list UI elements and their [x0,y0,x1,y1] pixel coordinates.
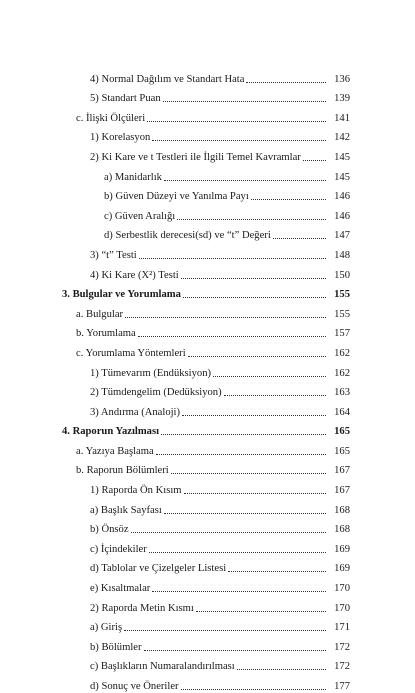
toc-entry [0,634,415,654]
dot-leader [213,376,326,377]
toc-entry [0,164,415,184]
dot-leader [228,571,326,572]
dot-leader [124,630,326,631]
table-of-contents [0,66,415,693]
toc-entry [0,654,415,674]
toc-entry [0,66,415,86]
toc-entry-page: 177 [334,681,350,692]
toc-entry [0,360,415,380]
dot-leader [181,689,326,690]
toc-entry-label: 1) Tümevarım (Endüksiyon) [90,367,212,379]
toc-entry [0,438,415,458]
toc-entry-page: 165 [334,426,350,438]
toc-entry [0,399,415,419]
toc-entry-label: d) Tablolar ve Çizelgeler Listesi [90,563,227,575]
dot-leader [163,101,326,102]
toc-entry [0,203,415,223]
dot-leader [224,395,326,396]
toc-entry-page: 155 [334,289,350,301]
dot-leader [125,317,326,318]
toc-entry-label: a. Yazıya Başlama [76,445,154,457]
toc-entry [0,105,415,125]
toc-entry-page: 167 [334,485,350,497]
dot-leader [156,454,326,455]
toc-entry [0,301,415,321]
dot-leader [246,82,326,83]
dot-leader [273,238,326,239]
toc-entry-page: 136 [334,73,350,85]
toc-entry [0,242,415,262]
toc-entry-label: c. İlişki Ölçüleri [76,112,146,124]
toc-entry-page: 163 [334,387,350,399]
dot-leader [177,219,326,220]
toc-entry-label: 5) Standart Puan [90,93,161,105]
toc-entry-label: 2) Raporda Metin Kısmı [90,602,194,614]
dot-leader [152,591,326,592]
dot-leader [161,434,326,435]
toc-entry-page: 145 [334,171,350,183]
toc-entry-page: 162 [334,347,350,359]
toc-entry [0,282,415,302]
toc-entry-page: 162 [334,367,350,379]
toc-entry-label: b. Raporun Bölümleri [76,465,169,477]
toc-entry-page: 148 [334,249,350,261]
toc-entry-label: c) İçindekiler [90,543,147,555]
toc-entry [0,458,415,478]
toc-entry-page: 170 [334,602,350,614]
toc-entry-page: 157 [334,328,350,340]
toc-entry-page: 164 [334,406,350,418]
toc-entry [0,497,415,517]
toc-entry-label: a. Bulgular [76,308,124,320]
dot-leader [138,336,326,337]
toc-entry-label: c) Başlıkların Numaralandırılması [90,661,235,673]
dot-leader [147,121,326,122]
toc-entry-page: 146 [334,191,350,203]
dot-leader [183,297,326,298]
toc-entry-label: 4. Raporun Yazılması [62,426,160,438]
toc-entry-label: b) Bölümler [90,641,142,653]
toc-entry-page: 145 [334,151,350,163]
dot-leader [164,513,326,514]
dot-leader [188,356,326,357]
toc-entry-label: b. Yorumlama [76,328,136,340]
toc-entry-label: b) Önsöz [90,524,129,536]
toc-entry [0,262,415,282]
toc-entry-page: 167 [334,465,350,477]
toc-entry-label: 3. Bulgular ve Yorumlama [62,289,181,301]
toc-entry-page: 146 [334,210,350,222]
toc-entry-page: 168 [334,524,350,536]
toc-entry-page: 170 [334,583,350,595]
toc-entry-page: 150 [334,269,350,281]
toc-entry [0,673,415,693]
toc-entry [0,86,415,106]
toc-entry-page: 155 [334,308,350,320]
dot-leader [144,650,327,651]
toc-entry [0,615,415,635]
toc-entry [0,536,415,556]
toc-entry [0,477,415,497]
toc-entry [0,595,415,615]
dot-leader [164,180,326,181]
toc-entry-page: 172 [334,661,350,673]
toc-entry-label: d) Serbestlik derecesi(sd) ve “t” Değeri [104,230,271,242]
toc-entry-label: a) Giriş [90,622,123,634]
dot-leader [303,160,326,161]
toc-entry [0,223,415,243]
dot-leader [182,415,326,416]
dot-leader [237,669,326,670]
toc-entry-label: 3) “t” Testi [90,249,137,261]
toc-entry [0,380,415,400]
toc-entry-label: 4) Normal Dağılım ve Standart Hata [90,73,245,85]
dot-leader [181,278,326,279]
toc-entry-label: 1) Korelasyon [90,132,151,144]
toc-entry [0,125,415,145]
toc-entry [0,575,415,595]
toc-entry-page: 165 [334,445,350,457]
toc-entry [0,419,415,439]
toc-entry-label: e) Kısaltmalar [90,583,151,595]
toc-entry-label: 3) Andırma (Analoji) [90,406,181,418]
dot-leader [139,258,326,259]
toc-entry-label: 2) Tümdengelim (Dedüksiyon) [90,387,222,399]
toc-entry-label: d) Sonuç ve Öneriler [90,681,179,692]
toc-entry-label: c. Yorumlama Yöntemleri [76,347,186,359]
dot-leader [152,140,326,141]
toc-entry-page: 169 [334,563,350,575]
toc-entry [0,517,415,537]
toc-entry [0,340,415,360]
toc-entry-label: 4) Ki Kare (X²) Testi [90,269,179,281]
toc-entry-page: 141 [334,112,350,124]
toc-entry [0,321,415,341]
toc-entry-label: a) Manidarlık [104,171,162,183]
toc-entry [0,144,415,164]
toc-entry-page: 169 [334,543,350,555]
toc-entry-label: 1) Raporda Ön Kısım [90,485,182,497]
toc-entry-page: 172 [334,641,350,653]
toc-entry-page: 142 [334,132,350,144]
dot-leader [251,199,326,200]
toc-entry-label: c) Güven Aralığı [104,210,176,222]
dot-leader [171,473,326,474]
toc-entry [0,556,415,576]
toc-entry-label: b) Güven Düzeyi ve Yanılma Payı [104,191,249,203]
toc-entry-page: 139 [334,93,350,105]
toc-entry-page: 171 [334,622,350,634]
dot-leader [184,493,326,494]
toc-entry-page: 168 [334,504,350,516]
dot-leader [196,611,326,612]
dot-leader [149,552,326,553]
toc-entry-label: 2) Ki Kare ve t Testleri ile İlgili Temel Kavramlar [90,151,301,163]
toc-entry [0,184,415,204]
toc-entry-label: a) Başlık Sayfası [90,504,162,516]
toc-entry-page: 147 [334,230,350,242]
dot-leader [131,532,326,533]
